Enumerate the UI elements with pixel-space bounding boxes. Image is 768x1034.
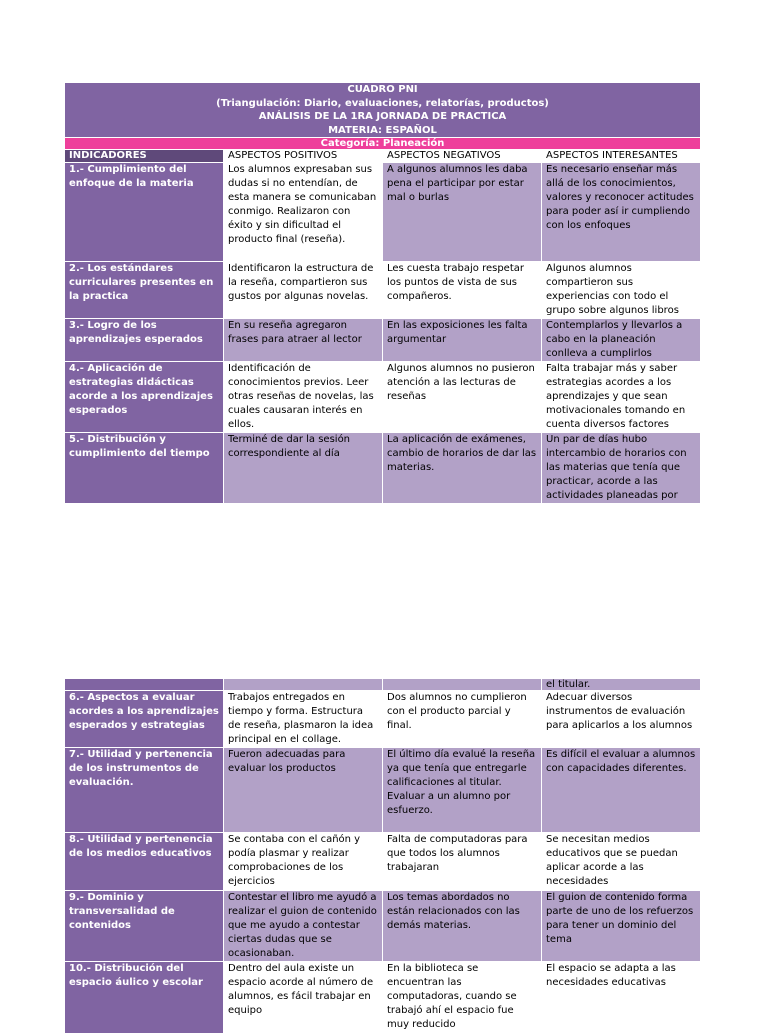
pni-table-page-2 [64,678,701,1034]
table-row [65,962,701,1034]
title-row [65,83,701,138]
negative-cell: Dos alumnos no cumplieron con el producto parcial y final. [383,691,542,748]
interesting-cell: Adecuar diversos instrumentos de evaluación para aplicarlos a los alumnos [542,691,701,748]
indicator-cell: 9.- Dominio y transversalidad de contenidos [65,891,224,962]
column-header-negativos: ASPECTOS NEGATIVOS [383,150,542,163]
positive-cell: Identificación de conocimientos previos. Leer otras reseñas de novelas, las cuales causaran interés en ellos. [224,362,383,433]
negative-cell: En las exposiciones les falta argumentar [383,319,542,362]
interesting-cell: Se necesitan medios educativos que se puedan aplicar acorde a las necesidades [542,833,701,891]
interesting-cell: El espacio se adapta a las necesidades educativas [542,962,701,1034]
column-header-indicadores: INDICADORES [65,150,224,163]
table-title [65,83,701,138]
indicator-cell: 7.- Utilidad y pertenencia de los instrumentos de evaluación. [65,748,224,833]
category-label: Categoría: Planeación [65,138,701,150]
column-header-interesantes: ASPECTOS INTERESANTES [542,150,701,163]
title-line-4: MATERIA: ESPAÑOL [328,124,437,136]
table-row [65,262,701,319]
indicator-cell: 5.- Distribución y cumplimiento del tiempo [65,433,224,504]
indicator-cell: 2.- Los estándares curriculares presentes en la practica [65,262,224,319]
table-row [65,319,701,362]
table-row [65,891,701,962]
indicator-cell: 6.- Aspectos a evaluar acordes a los aprendizajes esperados y estrategias [65,691,224,748]
negative-cell: En la biblioteca se encuentran las computadoras, cuando se trabajó ahí el espacio fue muy reducido [383,962,542,1034]
indicator-cell: 3.- Logro de los aprendizajes esperados [65,319,224,362]
negative-cell: Falta de computadoras para que todos los alumnos trabajaran [383,833,542,891]
table-row [65,748,701,833]
table-row [65,833,701,891]
column-header-positivos: ASPECTOS POSITIVOS [224,150,383,163]
positive-cell: Los alumnos expresaban sus dudas si no entendían, de esta manera se comunicaban conmigo. Realizaron con éxito y sin dificultad el producto final (reseña). [224,163,383,262]
negative-cell: A algunos alumnos les daba pena el participar por estar mal o burlas [383,163,542,262]
indicator-cell: 10.- Distribución del espacio áulico y escolar [65,962,224,1034]
positive-cell: Dentro del aula existe un espacio acorde al número de alumnos, es fácil trabajar en equipo [224,962,383,1034]
indicator-cell: 4.- Aplicación de estrategias didácticas acorde a los aprendizajes esperados [65,362,224,433]
table-row [65,433,701,504]
table-row [65,163,701,262]
pni-table-page-1 [64,82,701,504]
positive-cell: Trabajos entregados en tiempo y forma. Estructura de reseña, plasmaron la idea principal en el collage. [224,691,383,748]
interesting-cell: El guion de contenido forma parte de uno de los refuerzos para tener un dominio del tema [542,891,701,962]
interesting-cell: Un par de días hubo intercambio de horarios con las materias que tenía que practicar, acorde a las actividades planeadas por [542,433,701,504]
interesting-cell: Algunos alumnos compartieron sus experiencias con todo el grupo sobre algunos libros [542,262,701,319]
indicator-cell: 8.- Utilidad y pertenencia de los medios educativos [65,833,224,891]
column-header-row [65,150,701,163]
positive-cell: En su reseña agregaron frases para atraer al lector [224,319,383,362]
negative-cell: La aplicación de exámenes, cambio de horarios de dar las materias. [383,433,542,504]
negative-cell: Les cuesta trabajo respetar los puntos de vista de sus compañeros. [383,262,542,319]
indicator-cell: 1.- Cumplimiento del enfoque de la materia [65,163,224,262]
title-line-2: (Triangulación: Diario, evaluaciones, relatorías, productos) [216,97,549,109]
positive-cell: Se contaba con el cañón y podía plasmar y realizar comprobaciones de los ejercicios [224,833,383,891]
interesting-cell: Falta trabajar más y saber estrategias acordes a los aprendizajes y que sean motivacionales tomando en cuenta diversos factores [542,362,701,433]
continuation-text: el titular. [542,679,701,691]
title-line-3: ANÁLISIS DE LA 1RA JORNADA DE PRACTICA [258,111,507,122]
negative-cell: Los temas abordados no están relacionados con las demás materias. [383,891,542,962]
continuation-row [65,679,701,691]
positive-cell: Identificaron la estructura de la reseña, compartieron sus gustos por algunas novelas. [224,262,383,319]
positive-cell: Contestar el libro me ayudó a realizar el guion de contenido que me ayudo a contestar ciertas dudas que se ocasionaban. [224,891,383,962]
positive-cell: Terminé de dar la sesión correspondiente al día [224,433,383,504]
positive-cell: Fueron adecuadas para evaluar los productos [224,748,383,833]
title-line-1: CUADRO PNI [347,84,418,95]
category-row [65,138,701,150]
interesting-cell: Es difícil el evaluar a alumnos con capacidades diferentes. [542,748,701,833]
interesting-cell: Contemplarlos y llevarlos a cabo en la planeación conlleva a cumplirlos [542,319,701,362]
table-row [65,362,701,433]
negative-cell: Algunos alumnos no pusieron atención a las lecturas de reseñas [383,362,542,433]
negative-cell: El último día evalué la reseña ya que tenía que entregarle calificaciones al titular. Evaluar a un alumno por esfuerzo. [383,748,542,833]
table-row [65,691,701,748]
interesting-cell: Es necesario enseñar más allá de los conocimientos, valores y reconocer actitudes para poder así ir cumpliendo con los enfoques [542,163,701,262]
